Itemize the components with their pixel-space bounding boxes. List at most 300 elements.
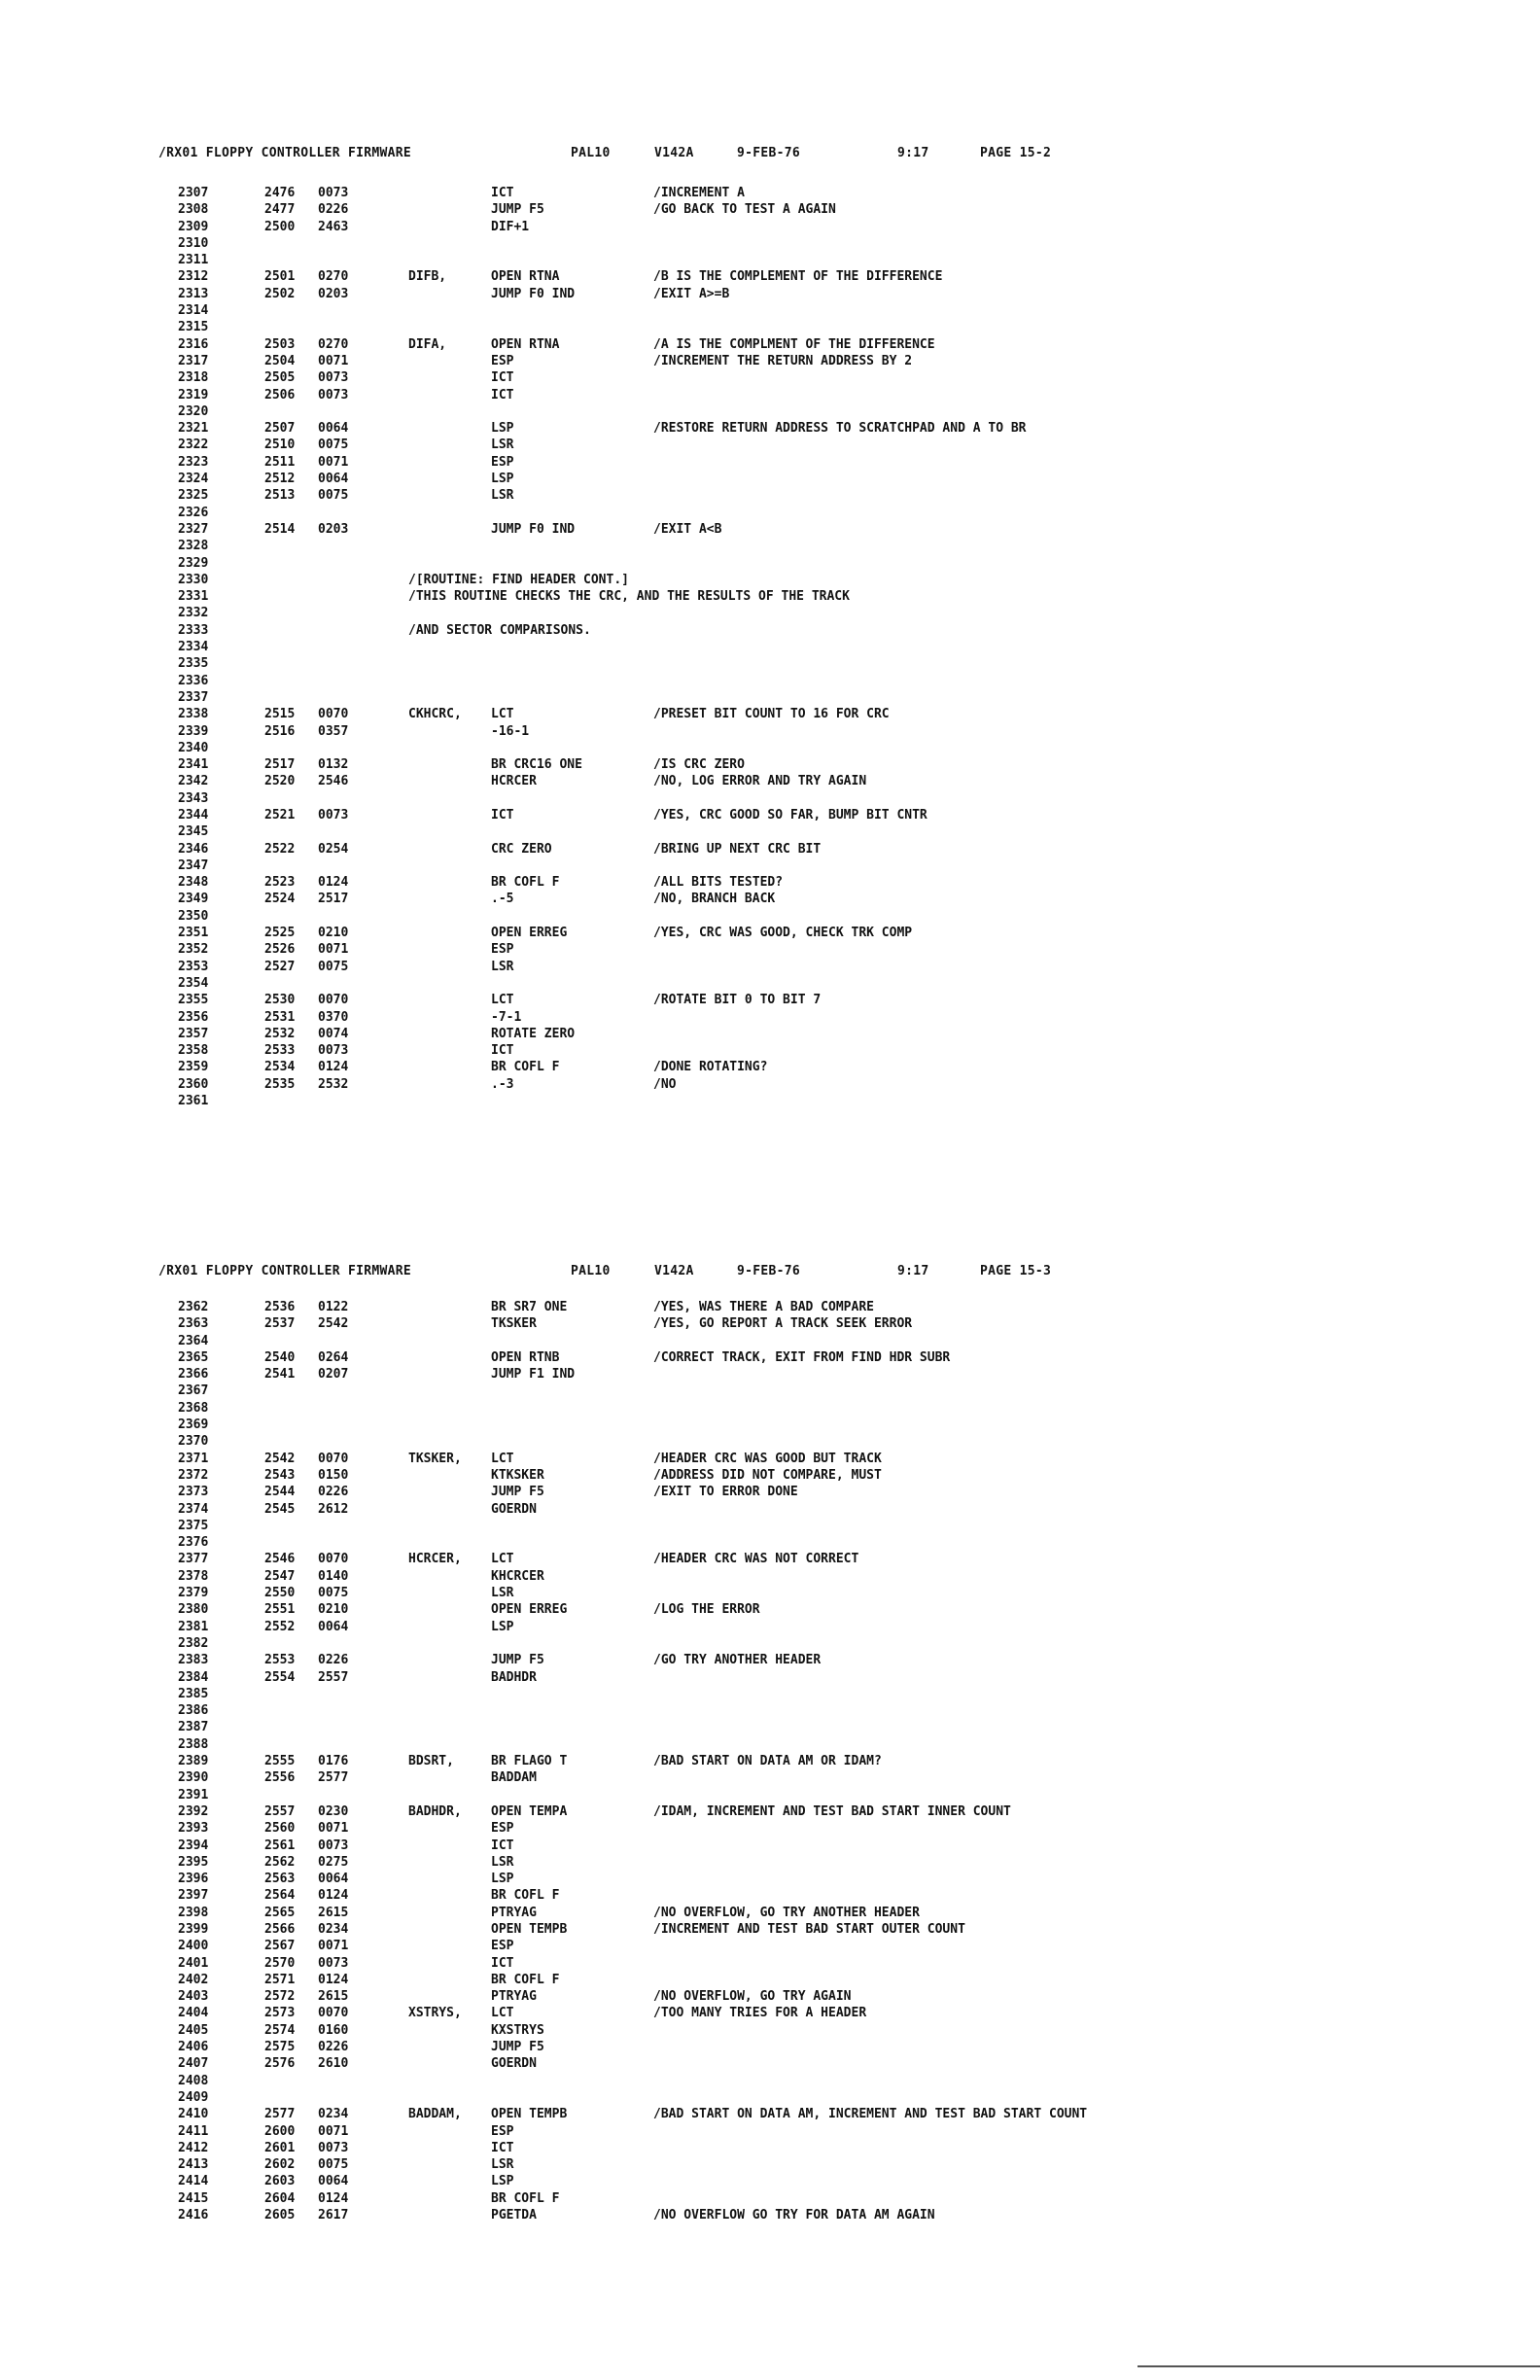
octal-code: 0122 — [318, 1300, 349, 1314]
octal-code: 0064 — [318, 1872, 349, 1887]
comment: /NO OVERFLOW GO TRY FOR DATA AM AGAIN — [653, 2208, 935, 2223]
instruction: JUMP F0 IND — [491, 521, 576, 537]
instruction: ICT — [491, 1043, 514, 1059]
instruction: BR COFL F — [491, 1888, 560, 1904]
octal-code: 2463 — [318, 219, 349, 234]
instruction: LSP — [491, 2174, 514, 2189]
instruction: ICT — [491, 186, 514, 200]
octal-code: 2532 — [318, 1076, 349, 1092]
line-number: 2365 — [178, 1349, 209, 1365]
address: 2565 — [264, 1905, 296, 1920]
octal-code: 0071 — [318, 353, 349, 368]
line-number: 2364 — [178, 1333, 209, 1348]
address: 2526 — [264, 942, 296, 958]
address: 2576 — [264, 2056, 296, 2072]
line-number: 2386 — [178, 1703, 209, 1719]
octal-code: 0064 — [318, 2174, 349, 2189]
line-number: 2338 — [178, 707, 209, 722]
octal-code: 0073 — [318, 1043, 349, 1059]
octal-code: 0203 — [318, 286, 349, 301]
octal-code: 0210 — [318, 926, 349, 941]
comment: /TOO MANY TRIES FOR A HEADER — [653, 2006, 867, 2021]
address: 2533 — [264, 1043, 296, 1059]
instruction: ESP — [491, 454, 514, 470]
instruction: BR COFL F — [491, 1060, 560, 1075]
address: 2525 — [264, 926, 296, 941]
octal-code: 0070 — [318, 707, 349, 722]
comment: /B IS THE COMPLEMENT OF THE DIFFERENCE — [653, 269, 943, 285]
comment: /EXIT TO ERROR DONE — [653, 1485, 798, 1500]
octal-code: 2557 — [318, 1669, 349, 1685]
comment: /DONE ROTATING? — [653, 1060, 768, 1075]
label: TKSKER, — [408, 1451, 462, 1466]
comment: /BAD START ON DATA AM, INCREMENT AND TEST BAD START COUNT — [653, 2107, 1088, 2122]
line-number: 2388 — [178, 1736, 209, 1752]
label: BADDAM, — [408, 2107, 462, 2122]
instruction: LSR — [491, 2157, 514, 2173]
address: 2557 — [264, 1803, 296, 1819]
octal-code: 2546 — [318, 774, 349, 789]
address: 2553 — [264, 1653, 296, 1668]
octal-code: 0226 — [318, 202, 349, 218]
line-number: 2356 — [178, 1009, 209, 1025]
header-version: V142A — [654, 146, 694, 160]
line-number: 2309 — [178, 219, 209, 234]
octal-code: 0075 — [318, 959, 349, 974]
line-number: 2366 — [178, 1367, 209, 1382]
address: 2502 — [264, 286, 296, 301]
address: 2536 — [264, 1300, 296, 1314]
line-number: 2332 — [178, 606, 209, 621]
instruction: BADDAM — [491, 1770, 537, 1786]
line-number: 2378 — [178, 1568, 209, 1584]
octal-code: 2615 — [318, 1905, 349, 1920]
instruction: BR COFL F — [491, 2190, 560, 2206]
label: DIFB, — [408, 269, 447, 285]
line-number: 2380 — [178, 1602, 209, 1618]
instruction: LSP — [491, 1619, 514, 1634]
comment: /RESTORE RETURN ADDRESS TO SCRATCHPAD AND A TO BR — [653, 421, 1027, 437]
address: 2577 — [264, 2107, 296, 2122]
label: /THIS ROUTINE CHECKS THE CRC, AND THE RESULTS OF THE TRACK — [408, 589, 850, 605]
address: 2510 — [264, 438, 296, 453]
comment: /EXIT A<B — [653, 521, 722, 537]
instruction: LSR — [491, 488, 514, 504]
address: 2501 — [264, 269, 296, 285]
line-number: 2382 — [178, 1635, 209, 1651]
header-module: PAL10 — [571, 146, 611, 160]
header-time: 9:17 — [897, 146, 929, 160]
instruction: LSP — [491, 472, 514, 487]
instruction: LCT — [491, 707, 514, 722]
header-title: /RX01 FLOPPY CONTROLLER FIRMWARE — [158, 146, 412, 160]
octal-code: 0075 — [318, 1586, 349, 1601]
instruction: OPEN RTNB — [491, 1349, 560, 1365]
address: 2555 — [264, 1754, 296, 1769]
octal-code: 0140 — [318, 1568, 349, 1584]
octal-code: 2615 — [318, 1989, 349, 2005]
address: 2560 — [264, 1821, 296, 1837]
comment: /YES, WAS THERE A BAD COMPARE — [653, 1300, 874, 1314]
line-number: 2360 — [178, 1076, 209, 1092]
octal-code: 0073 — [318, 186, 349, 200]
octal-code: 2577 — [318, 1770, 349, 1786]
instruction: OPEN TEMPB — [491, 2107, 568, 2122]
line-number: 2392 — [178, 1803, 209, 1819]
line-number: 2321 — [178, 421, 209, 437]
instruction: KTKSKER — [491, 1467, 544, 1483]
comment: /INCREMENT AND TEST BAD START OUTER COUNT — [653, 1921, 965, 1937]
instruction: BR COFL F — [491, 875, 560, 891]
address: 2514 — [264, 521, 296, 537]
instruction: ICT — [491, 807, 514, 822]
comment: /EXIT A>=B — [653, 286, 730, 301]
line-number: 2323 — [178, 454, 209, 470]
address: 2516 — [264, 723, 296, 739]
comment: /NO OVERFLOW, GO TRY AGAIN — [653, 1989, 852, 2005]
line-number: 2307 — [178, 186, 209, 200]
address: 2530 — [264, 993, 296, 1008]
line-number: 2354 — [178, 975, 209, 991]
comment: /INCREMENT A — [653, 186, 745, 200]
address: 2534 — [264, 1060, 296, 1075]
line-number: 2341 — [178, 757, 209, 773]
instruction: OPEN TEMPA — [491, 1803, 568, 1819]
octal-code: 0226 — [318, 1653, 349, 1668]
line-number: 2339 — [178, 723, 209, 739]
comment: /BRING UP NEXT CRC BIT — [653, 841, 822, 857]
line-number: 2327 — [178, 521, 209, 537]
address: 2552 — [264, 1619, 296, 1634]
label: /[ROUTINE: FIND HEADER CONT.] — [408, 572, 629, 587]
octal-code: 0132 — [318, 757, 349, 773]
instruction: BR COFL F — [491, 1972, 560, 1987]
instruction: OPEN ERREG — [491, 1602, 568, 1618]
header-page: PAGE 15-2 — [980, 146, 1052, 160]
instruction: BADHDR — [491, 1669, 537, 1685]
octal-code: 0254 — [318, 841, 349, 857]
instruction: ICT — [491, 2140, 514, 2155]
line-number: 2393 — [178, 1821, 209, 1837]
line-number: 2409 — [178, 2089, 209, 2105]
line-number: 2363 — [178, 1316, 209, 1332]
line-number: 2403 — [178, 1989, 209, 2005]
comment: /CORRECT TRACK, EXIT FROM FIND HDR SUBR — [653, 1349, 951, 1365]
line-number: 2411 — [178, 2123, 209, 2139]
address: 2527 — [264, 959, 296, 974]
octal-code: 0070 — [318, 993, 349, 1008]
line-number: 2326 — [178, 505, 209, 520]
octal-code: 0074 — [318, 1026, 349, 1041]
line-number: 2313 — [178, 286, 209, 301]
line-number: 2397 — [178, 1888, 209, 1904]
line-number: 2333 — [178, 622, 209, 638]
header-date: 9-FEB-76 — [737, 146, 801, 160]
address: 2562 — [264, 1854, 296, 1870]
octal-code: 2542 — [318, 1316, 349, 1332]
octal-code: 0075 — [318, 438, 349, 453]
comment: /ROTATE BIT 0 TO BIT 7 — [653, 993, 822, 1008]
instruction: JUMP F5 — [491, 2040, 544, 2055]
instruction: LSP — [491, 421, 514, 437]
octal-code: 0124 — [318, 875, 349, 891]
line-number: 2311 — [178, 253, 209, 268]
octal-code: 0370 — [318, 1009, 349, 1025]
address: 2544 — [264, 1485, 296, 1500]
line-number: 2319 — [178, 387, 209, 402]
line-number: 2370 — [178, 1434, 209, 1450]
comment: /NO OVERFLOW, GO TRY ANOTHER HEADER — [653, 1905, 920, 1920]
address: 2543 — [264, 1467, 296, 1483]
address: 2503 — [264, 336, 296, 352]
comment: /PRESET BIT COUNT TO 16 FOR CRC — [653, 707, 890, 722]
address: 2524 — [264, 892, 296, 907]
instruction: ESP — [491, 353, 514, 368]
line-number: 2405 — [178, 2022, 209, 2038]
instruction: KHCRCER — [491, 1568, 544, 1584]
address: 2564 — [264, 1888, 296, 1904]
label: /AND SECTOR COMPARISONS. — [408, 622, 591, 638]
line-number: 2404 — [178, 2006, 209, 2021]
instruction: ESP — [491, 1939, 514, 1954]
line-number: 2369 — [178, 1418, 209, 1433]
instruction: .-5 — [491, 892, 514, 907]
instruction: ESP — [491, 1821, 514, 1837]
comment: /IDAM, INCREMENT AND TEST BAD START INNER COUNT — [653, 1803, 1011, 1819]
instruction: .-3 — [491, 1076, 514, 1092]
comment: /IS CRC ZERO — [653, 757, 745, 773]
line-number: 2391 — [178, 1787, 209, 1802]
line-number: 2389 — [178, 1754, 209, 1769]
instruction: OPEN RTNA — [491, 336, 560, 352]
address: 2511 — [264, 454, 296, 470]
line-number: 2373 — [178, 1485, 209, 1500]
instruction: PTRYAG — [491, 1989, 537, 2005]
line-number: 2334 — [178, 640, 209, 655]
line-number: 2416 — [178, 2208, 209, 2223]
octal-code: 2517 — [318, 892, 349, 907]
line-number: 2342 — [178, 774, 209, 789]
instruction: KXSTRYS — [491, 2022, 544, 2038]
comment: /NO — [653, 1076, 677, 1092]
line-number: 2400 — [178, 1939, 209, 1954]
octal-code: 2617 — [318, 2208, 349, 2223]
address: 2600 — [264, 2123, 296, 2139]
address: 2513 — [264, 488, 296, 504]
octal-code: 0075 — [318, 488, 349, 504]
comment: /A IS THE COMPLMENT OF THE DIFFERENCE — [653, 336, 935, 352]
octal-code: 0070 — [318, 1451, 349, 1466]
octal-code: 0234 — [318, 1921, 349, 1937]
address: 2573 — [264, 2006, 296, 2021]
address: 2541 — [264, 1367, 296, 1382]
line-number: 2408 — [178, 2073, 209, 2088]
comment: /YES, GO REPORT A TRACK SEEK ERROR — [653, 1316, 913, 1332]
instruction: -7-1 — [491, 1009, 522, 1025]
octal-code: 0176 — [318, 1754, 349, 1769]
line-number: 2346 — [178, 841, 209, 857]
instruction: OPEN ERREG — [491, 926, 568, 941]
line-number: 2359 — [178, 1060, 209, 1075]
line-number: 2347 — [178, 858, 209, 873]
line-number: 2374 — [178, 1501, 209, 1517]
octal-code: 0210 — [318, 1602, 349, 1618]
line-number: 2351 — [178, 926, 209, 941]
address: 2601 — [264, 2140, 296, 2155]
address: 2570 — [264, 1955, 296, 1971]
line-number: 2308 — [178, 202, 209, 218]
header-version: V142A — [654, 1264, 694, 1278]
line-number: 2413 — [178, 2157, 209, 2173]
line-number: 2349 — [178, 892, 209, 907]
line-number: 2358 — [178, 1043, 209, 1059]
octal-code: 0064 — [318, 421, 349, 437]
line-number: 2353 — [178, 959, 209, 974]
address: 2561 — [264, 1838, 296, 1853]
address: 2571 — [264, 1972, 296, 1987]
line-number: 2357 — [178, 1026, 209, 1041]
instruction: ESP — [491, 2123, 514, 2139]
instruction: BR SR7 ONE — [491, 1300, 568, 1314]
octal-code: 2610 — [318, 2056, 349, 2072]
label: CKHCRC, — [408, 707, 462, 722]
line-number: 2384 — [178, 1669, 209, 1685]
address: 2520 — [264, 774, 296, 789]
instruction: DIF+1 — [491, 219, 530, 234]
instruction: JUMP F1 IND — [491, 1367, 576, 1382]
octal-code: 0124 — [318, 1888, 349, 1904]
comment: /HEADER CRC WAS NOT CORRECT — [653, 1552, 859, 1567]
label: HCRCER, — [408, 1552, 462, 1567]
label: XSTRYS, — [408, 2006, 462, 2021]
address: 2546 — [264, 1552, 296, 1567]
octal-code: 0207 — [318, 1367, 349, 1382]
instruction: GOERDN — [491, 1501, 537, 1517]
address: 2505 — [264, 370, 296, 386]
instruction: PGETDA — [491, 2208, 537, 2223]
octal-code: 0270 — [318, 269, 349, 285]
line-number: 2315 — [178, 320, 209, 335]
address: 2535 — [264, 1076, 296, 1092]
octal-code: 0275 — [318, 1854, 349, 1870]
header-time: 9:17 — [897, 1264, 929, 1278]
instruction: LCT — [491, 1552, 514, 1567]
instruction: OPEN RTNA — [491, 269, 560, 285]
line-number: 2375 — [178, 1518, 209, 1533]
address: 2603 — [264, 2174, 296, 2189]
octal-code: 0075 — [318, 2157, 349, 2173]
line-number: 2314 — [178, 303, 209, 319]
comment: /GO TRY ANOTHER HEADER — [653, 1653, 822, 1668]
octal-code: 0064 — [318, 472, 349, 487]
header-module: PAL10 — [571, 1264, 611, 1278]
comment: /HEADER CRC WAS GOOD BUT TRACK — [653, 1451, 882, 1466]
octal-code: 0124 — [318, 1972, 349, 1987]
header-title: /RX01 FLOPPY CONTROLLER FIRMWARE — [158, 1264, 412, 1278]
address: 2506 — [264, 387, 296, 402]
line-number: 2331 — [178, 589, 209, 605]
address: 2531 — [264, 1009, 296, 1025]
octal-code: 0071 — [318, 942, 349, 958]
header-date: 9-FEB-76 — [737, 1264, 801, 1278]
instruction: HCRCER — [491, 774, 537, 789]
address: 2517 — [264, 757, 296, 773]
instruction: -16-1 — [491, 723, 530, 739]
comment: /NO, LOG ERROR AND TRY AGAIN — [653, 774, 867, 789]
address: 2575 — [264, 2040, 296, 2055]
header-page: PAGE 15-3 — [980, 1264, 1052, 1278]
line-number: 2352 — [178, 942, 209, 958]
address: 2515 — [264, 707, 296, 722]
address: 2551 — [264, 1602, 296, 1618]
line-number: 2398 — [178, 1905, 209, 1920]
octal-code: 0230 — [318, 1803, 349, 1819]
line-number: 2329 — [178, 555, 209, 571]
address: 2563 — [264, 1872, 296, 1887]
line-number: 2410 — [178, 2107, 209, 2122]
label: BADHDR, — [408, 1803, 462, 1819]
line-number: 2361 — [178, 1094, 209, 1109]
instruction: LCT — [491, 1451, 514, 1466]
line-number: 2324 — [178, 472, 209, 487]
line-number: 2371 — [178, 1451, 209, 1466]
address: 2547 — [264, 1568, 296, 1584]
address: 2556 — [264, 1770, 296, 1786]
line-number: 2328 — [178, 539, 209, 554]
line-number: 2407 — [178, 2056, 209, 2072]
line-number: 2310 — [178, 235, 209, 251]
line-number: 2415 — [178, 2190, 209, 2206]
instruction: ESP — [491, 942, 514, 958]
octal-code: 0073 — [318, 2140, 349, 2155]
address: 2545 — [264, 1501, 296, 1517]
line-number: 2348 — [178, 875, 209, 891]
line-number: 2372 — [178, 1467, 209, 1483]
address: 2477 — [264, 202, 296, 218]
comment: /LOG THE ERROR — [653, 1602, 760, 1618]
line-number: 2379 — [178, 1586, 209, 1601]
instruction: LSP — [491, 1872, 514, 1887]
octal-code: 0357 — [318, 723, 349, 739]
label: DIFA, — [408, 336, 447, 352]
line-number: 2336 — [178, 673, 209, 688]
line-number: 2317 — [178, 353, 209, 368]
comment: /NO, BRANCH BACK — [653, 892, 776, 907]
instruction: ICT — [491, 387, 514, 402]
label: BDSRT, — [408, 1754, 454, 1769]
octal-code: 0070 — [318, 2006, 349, 2021]
line-number: 2381 — [178, 1619, 209, 1634]
line-number: 2406 — [178, 2040, 209, 2055]
line-number: 2343 — [178, 790, 209, 806]
comment: /YES, CRC WAS GOOD, CHECK TRK COMP — [653, 926, 913, 941]
octal-code: 0064 — [318, 1619, 349, 1634]
address: 2523 — [264, 875, 296, 891]
line-number: 2394 — [178, 1838, 209, 1853]
instruction: LCT — [491, 2006, 514, 2021]
line-number: 2325 — [178, 488, 209, 504]
address: 2507 — [264, 421, 296, 437]
line-number: 2414 — [178, 2174, 209, 2189]
octal-code: 0270 — [318, 336, 349, 352]
octal-code: 0124 — [318, 2190, 349, 2206]
instruction: BR FLAGO T — [491, 1754, 568, 1769]
octal-code: 0203 — [318, 521, 349, 537]
instruction: JUMP F5 — [491, 202, 544, 218]
octal-code: 0073 — [318, 1838, 349, 1853]
instruction: JUMP F0 IND — [491, 286, 576, 301]
octal-code: 0226 — [318, 2040, 349, 2055]
